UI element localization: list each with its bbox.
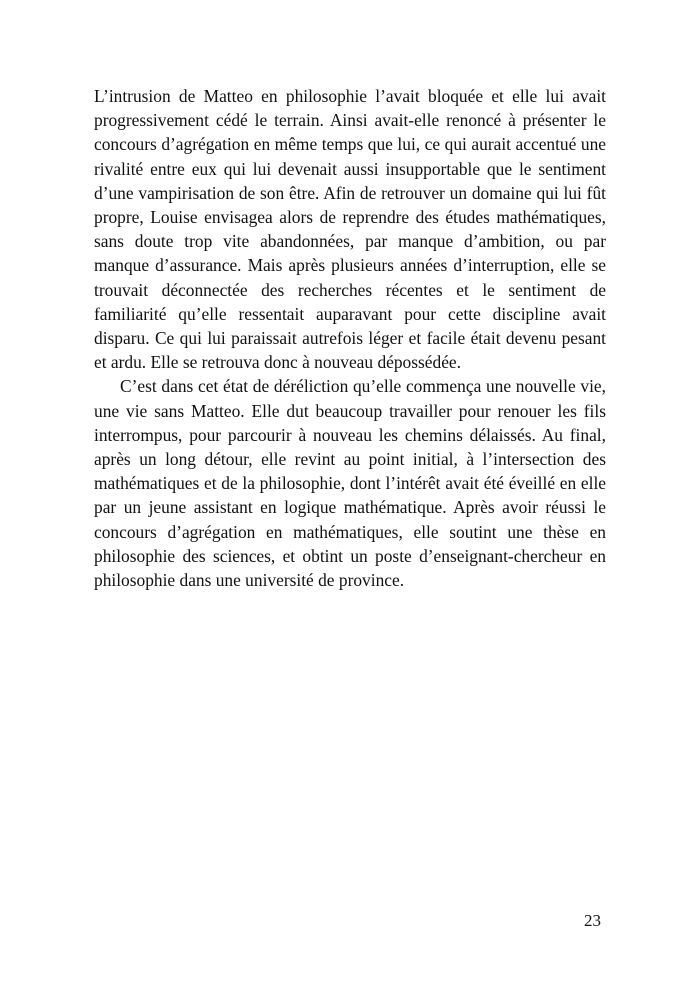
body-text: [94, 84, 606, 592]
paragraph-2: C’est dans cet état de déréliction qu’elle commença une nouvelle vie, une vie sans Matteo. Elle dut beaucoup travailler pour renouer les fils interrompus, pour parcourir à nouveau les chemins délaissés. Au final, après un long détour, elle revint au point initial, à l’intersection des mathématiques et de la philosophie, dont l’intérêt avait été éveillé en elle par un jeune assistant en logique mathématique. Après avoir réussi le concours d’agrégation en mathématiques, elle soutint une thèse en philosophie des sciences, et obtint un poste d’enseignant-chercheur en philosophie dans une université de province.: [94, 376, 606, 591]
paragraph-1: L’intrusion de Matteo en philosophie l’avait bloquée et elle lui avait progressivement cédé le terrain. Ainsi avait-elle renoncé à présenter le concours d’agrégation en même temps que lui, ce qui aurait accentué une rivalité entre eux qui lui devenait aussi insupportable que le sentiment d’une vampirisation de son être. Afin de retrouver un domaine qui lui fût propre, Louise envisagea alors de reprendre des études mathématiques, sans doute trop vite abandonnées, par manque d’ambition, ou par manque d’assurance. Mais après plusieurs années d’interruption, elle se trouvait déconnectée des recherches récentes et le sentiment de familiarité qu’elle ressentait auparavant pour cette discipline avait disparu. Ce qui lui paraissait autrefois léger et facile était devenu pesant et ardu. Elle se retrouva donc à nouveau dépossédée.: [94, 86, 606, 373]
page-number: 23: [584, 911, 601, 930]
